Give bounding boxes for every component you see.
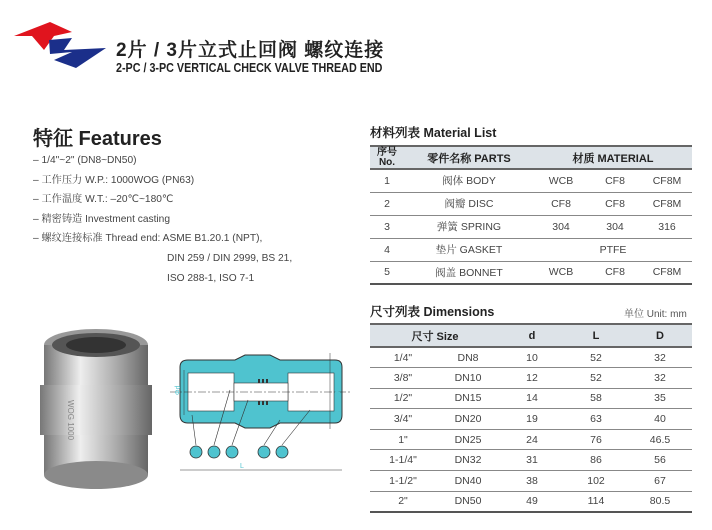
table-cell: 2 (384, 197, 390, 210)
table-cell: 24 (526, 433, 538, 446)
table-cell: 40 (654, 413, 666, 426)
feature-item: – 工作压力 W.P.: 1000WOG (PN63) (33, 174, 195, 186)
feature-item: – 1/4"~2" (DN8~DN50) (33, 155, 137, 166)
table-row (370, 347, 692, 368)
table-cell: DN15 (454, 392, 482, 405)
diagram-label-L: L (240, 463, 244, 470)
table-cell: 1/2" (393, 392, 413, 405)
valve-cross-section-diagram (170, 345, 350, 475)
table-row (370, 409, 692, 430)
table-cell: 弹簧 SPRING (436, 221, 502, 233)
table-cell: 32 (654, 371, 666, 384)
table-row (370, 491, 692, 512)
table-cell: 19 (526, 413, 538, 426)
table-cell: 阀瓣 DISC (444, 198, 494, 210)
table-cell: 阀盖 BONNET (435, 266, 503, 279)
table-row (370, 192, 692, 215)
feature-item: – 工作温度 W.T.: –20℃~180℃ (33, 194, 174, 206)
table-cell: CF8M (652, 197, 682, 210)
table-row (370, 429, 692, 450)
table-cell: 35 (654, 392, 666, 405)
table-row (370, 368, 692, 389)
table-cell: 1-1/2" (389, 474, 417, 487)
header-L: L (592, 329, 600, 342)
table-cell: 304 (552, 220, 570, 233)
table-cell: 86 (590, 454, 602, 467)
header-material: 材质 MATERIAL (572, 152, 654, 165)
table-cell: CF8 (605, 197, 625, 210)
feature-item: – 精密铸造 Investment casting (33, 213, 171, 225)
table-cell: 49 (526, 495, 538, 508)
header-d: d (528, 329, 536, 342)
table-cell: WCB (548, 174, 574, 187)
valve-marking: WOG 1000 (66, 400, 75, 441)
table-cell: 56 (654, 454, 666, 467)
dimensions-heading: 尺寸列表 Dimensions (370, 305, 495, 319)
table-cell: 2" (398, 495, 408, 508)
diagram-label-d: Φd (175, 385, 182, 395)
page-title: 2片 / 3片立式止回阀 螺纹连接 (116, 40, 385, 61)
material-table (370, 145, 692, 285)
dimensions-table (370, 323, 692, 513)
header-size: 尺寸 Size (411, 330, 459, 343)
table-cell: 38 (526, 474, 538, 487)
header-no: No. (378, 156, 396, 168)
table-cell: 1 (384, 174, 390, 187)
table-cell: 46.5 (649, 433, 671, 446)
table-cell: 304 (606, 220, 624, 233)
material-list-heading: 材料列表 Material List (370, 126, 497, 140)
table-cell: 67 (654, 474, 666, 487)
header-parts: 零件名称 PARTS (427, 152, 511, 165)
table-cell: DN32 (454, 454, 482, 467)
table-cell: 32 (654, 351, 666, 364)
table-cell: 1-1/4" (389, 454, 417, 467)
table-cell: DN50 (454, 495, 482, 508)
table-cell: 3 (384, 220, 390, 233)
valve-photo (38, 325, 153, 493)
table-cell: CF8M (652, 266, 682, 279)
table-cell: CF8 (605, 174, 625, 187)
features-list (33, 151, 292, 288)
table-cell: 3/4" (393, 413, 413, 426)
table-cell: 1" (398, 433, 408, 446)
table-row (370, 261, 692, 284)
page-subtitle: 2-PC / 3-PC VERTICAL CHECK VALVE THREAD END (116, 61, 383, 75)
feature-item: – 螺纹连接标准 Thread end: ASME B1.20.1 (NPT), (33, 233, 263, 245)
table-cell: 垫片 GASKET (435, 244, 503, 256)
table-cell: 4 (384, 243, 390, 256)
table-cell: 14 (526, 392, 538, 405)
table-cell: 31 (526, 454, 538, 467)
table-cell: CF8M (652, 174, 682, 187)
table-cell: 52 (590, 371, 602, 384)
table-cell: 5 (384, 266, 390, 279)
table-row (370, 238, 692, 261)
brand-logo (14, 22, 109, 68)
table-row (370, 471, 692, 492)
table-cell: WCB (548, 266, 574, 279)
table-cell: DN10 (454, 371, 482, 384)
table-row (370, 450, 692, 471)
table-cell: 80.5 (649, 495, 671, 508)
table-cell: CF8 (551, 197, 571, 210)
table-cell: 阀体 BODY (442, 175, 496, 188)
header-D: D (656, 329, 664, 342)
table-cell: 12 (526, 371, 538, 384)
unit-label: 单位 Unit: mm (624, 309, 687, 320)
table-cell: 63 (590, 413, 602, 426)
diagram-label-D: ΦD (335, 384, 342, 395)
table-row (370, 169, 692, 192)
feature-item: DIN 259 / DIN 2999, BS 21, (167, 252, 293, 264)
table-cell: DN20 (454, 413, 482, 426)
table-cell: 10 (526, 351, 538, 364)
table-cell: 52 (590, 351, 602, 364)
header-no-cn: 序号 (377, 146, 397, 158)
table-cell: 58 (590, 392, 602, 405)
table-cell: 102 (587, 474, 605, 487)
table-cell: 316 (658, 220, 676, 233)
table-cell: 114 (587, 495, 605, 508)
feature-item: ISO 288-1, ISO 7-1 (167, 272, 255, 284)
table-cell: 3/8" (393, 371, 413, 384)
table-row (370, 388, 692, 409)
features-heading: 特征 Features (33, 128, 162, 150)
table-cell: PTFE (599, 243, 627, 256)
table-cell: DN25 (454, 433, 482, 446)
table-cell: 76 (590, 433, 602, 446)
table-row (370, 215, 692, 238)
table-cell: DN40 (454, 474, 482, 487)
table-cell: 1/4" (393, 351, 413, 364)
table-cell: CF8 (605, 266, 625, 279)
table-cell: DN8 (457, 351, 479, 364)
part-callout (190, 446, 202, 458)
